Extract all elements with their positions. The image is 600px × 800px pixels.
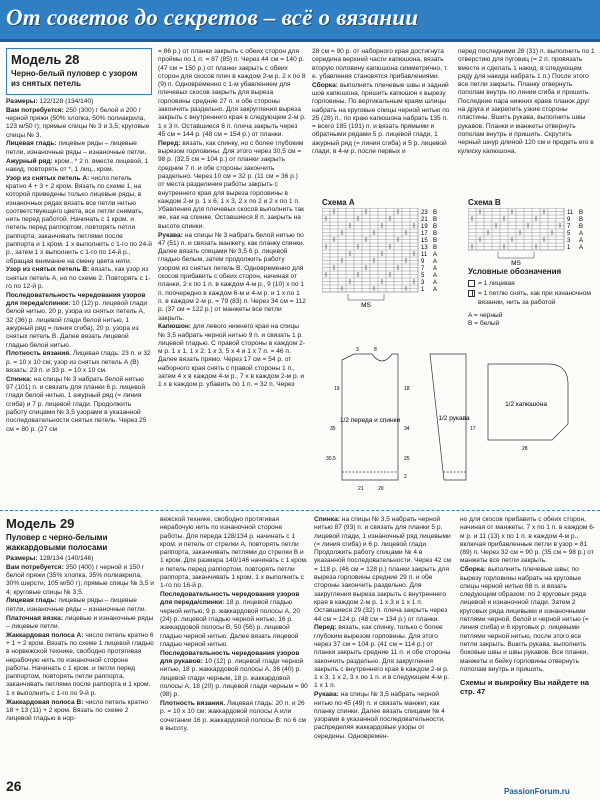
- model29-density: Плотность вязания. Лицевая гладь: 20 п. и 26 р. = 10 х 10 см; жаккардовой полосы А или сочетании 16 р. жаккардовой полосы В: по 6 см в высоту.: [160, 700, 307, 732]
- schemeA-row-number: 7: [421, 266, 425, 272]
- model29-face-stitch: Лицевая гладь: лицевые ряды – лицевые петли, изнаночные ряды – изнаночные петли.: [6, 597, 147, 613]
- model29-jacquard-a: Жаккардовая полоса А: число петель кратно 6 + 1 + 2 кром. Вязать по схеме 1 лицевой гладью в норвежской технике, свободно протягивая нерабочую нить по изнаночной стороне работы. Начинать с 1 кром. и петли перед раппортом, повторять петли раппорта, заканчивать петлями после раппорта и 1 кром. 1 х выполнить с 1-го по 9-й р.: [6, 631, 154, 697]
- schemeB-row-number: 9: [567, 217, 571, 223]
- schemeA-row-number: 9: [421, 259, 425, 265]
- schemeB-row-color: B: [579, 217, 584, 223]
- dim-30-5: 30,5: [326, 456, 336, 462]
- model29-jacquard-b-continued: вежской технике, свободно протягивая нерабочую нить по изнаночной стороне работы. Для переда 128/134 р. начинать с 1 кром. и петель от стрелки А, повторять петли раппорта, заканчивать петлями до стрелки В и 1 кром. Для размера 140/146 начинать с 1 кром. и петель перед раппортом, повторять петли раппорта, заканчивать 1 кром. 1 х выполнить с 1-го по 16-й р.: [160, 516, 308, 590]
- model28-sizes: Размеры: 122/128 (134/140): [6, 98, 94, 105]
- schemeA-row-color: B: [433, 238, 438, 244]
- schemeA-row-color: B: [433, 224, 438, 230]
- schemeA-row-color: B: [433, 245, 438, 251]
- scheme-a-ms-label: MS: [361, 302, 371, 308]
- model29-title: Модель 29: [6, 516, 75, 531]
- schemeA-row-number: 21: [421, 217, 428, 223]
- model28-assembly-continued: перед последними 28 (31) п. выполнить по 1 отверстию для пуговиц (= 2 п. провязать вместе и сделать 1 накид, в следующем ряду для накида набрать 1 п.) После этого все петли закрыть. Планку отвернуть пополам внутрь по линии сгиба и пришить. Последние пара нижних краев планок друг на друга и закрепить узкие стороны пластины. Вшить рукава, выполнить швы рукавов. Планки и манжеты отвернуть пополам внутрь и пришить. Скрутить черный шнур длиной 120 см и продеть его в кулиску капюшона.: [458, 48, 595, 155]
- model28-materials: Вам потребуется: 250 (300) г белой и 200 г черной пряжи (50% хлопка, 50% полиакрила, 123 м/50 г); прямые спицы № 3 и 3,5; круговые спицы № 3.: [6, 106, 150, 139]
- dim-18: 18: [404, 386, 410, 392]
- model28-face-stitch: Лицевая гладь: лицевые ряды – лицевые петли, изнаночные ряды – изнаночные петли.: [6, 140, 147, 156]
- schemeB-row-number: 11: [567, 210, 574, 216]
- legend-item-slip: = 1 петлю снять, как при изнаночном вязании, нить за работой: [468, 290, 596, 306]
- schemeA-row-color: B: [433, 231, 438, 237]
- scheme-a-ms-bracket: [348, 294, 384, 300]
- model28-lace-row: Ажурный ряд: кром., * 2 п. вместе лицевой, 1 накид, повторять от *, 1 лиц., кром.: [6, 157, 149, 173]
- schemeB-row-color: B: [579, 224, 584, 230]
- model29-garter: Платочная вязка: лицевые и изнаночные ряды – лицевые петли.: [6, 614, 154, 630]
- schemeA-row-color: A: [433, 287, 438, 293]
- legend-color-a: A = черный: [468, 311, 503, 319]
- model28-hood-continued: 28 см = 90 р. от наборного края достигнута середина верхней части капюшона, вязать вторую половину капюшона симметрично, т. е. убавления становятся прибавлениями.: [312, 48, 448, 80]
- scheme-b-chart: [468, 208, 593, 268]
- legend-item-knit: = 1 лицевая: [468, 280, 596, 288]
- model28-back-continued: = 86 р.) от планки закрыть с обеих сторон для проймы по 1 п. = 87 (85) п. Через 44 см = 140 р. (47 см = 150 р.) от планки закрыть с обеих сторон для скосов плеч в каждом 2-м р. 2 х по 8 (9) п. Одновременно с 1-м убавлением для плечевых скосов закрыть для выреза горловины средние 27 п. и обе стороны закончить раздельно. Для закругления выреза закрыть с внутреннего края в следующем 2-м р. 1 х 3 п. Оставшиеся 8 п. плеча закрыть через 45 см = 144 р. (48 см = 154 р.) от планки.: [158, 48, 306, 138]
- model29-sleeves-continued: но для скосов прибавить с обеих сторон, начиная от манжеты, 7 х по 1 п. в каждом 6-м р. и 11 (13) х по 1 п. в каждом 4-м р., включая прибавленные петли в узор = 81 (89) п. Через 32 см = 90 р. (35 см = 98 р.) от манжеты все петли закрыть.: [460, 516, 596, 565]
- model28-sleeves: Рукава: на спицы № 3 набрать белой нитью по 47 (51) п. и связать манжету, как планку спинки. Далее вязать спицами № 3,5 6 р. лицевой гладью белым, затем продолжить работу узором из снятых петель В. Одновременно для скосов прибавить с обеих сторон, начиная от планки, 2 х по 1 п. в каждом 4-м р., 9 (10) х по 1 п. поочередно в каждом 6-м и 4-м р. и 1 х по 1 п. в каждом 2-м р. = 79 (83) п. Через 34 см = 112 р. (37 см = 122 р.) от манжеты все петли закрыть.: [158, 231, 306, 322]
- schemeB-row-number: 1: [567, 245, 571, 251]
- schemeA-row-color: A: [433, 259, 438, 265]
- model29-sizes: Размеры: 128/134 (140/146): [6, 555, 94, 562]
- model29-subtitle: Пуловер с черно-белыми жаккардовыми полосами: [6, 533, 108, 552]
- schemeA-row-number: 17: [421, 231, 428, 237]
- section-divider: [0, 510, 600, 511]
- model29-column-3: [314, 516, 454, 776]
- dim-3: 3: [356, 347, 359, 353]
- sleeve-label: 1/2 рукава: [438, 415, 470, 422]
- model28-column-4: [458, 48, 596, 196]
- schemeB-row-color: A: [579, 238, 584, 244]
- schemeA-row-color: A: [433, 266, 438, 272]
- legend-color-b: B = белый: [468, 320, 500, 328]
- hood-label: 1/2 капюшона: [505, 401, 547, 408]
- schemeA-row-number: 11: [421, 252, 428, 258]
- schemeA-row-number: 19: [421, 224, 428, 230]
- legend-title: Условные обозначения: [468, 267, 562, 276]
- model28-subtitle: Черно-белый пуловер с узором из снятых петель: [11, 69, 138, 88]
- page-number: 26: [6, 778, 22, 794]
- schemeA-row-number: 23: [421, 210, 428, 216]
- model29-sequence-body: Последовательность чередования узоров для переда/спинки: 18 р. лицевой гладью черной нитью, 9 р. жаккардовой полосы А, 20 (24) р. лицевой гладью черной нитью, 16 р. жаккардовой полосы В, 50 (56) р. лицевой гладью черной нитью. Далее вязать лицевой гладью черной нитью.: [160, 591, 301, 648]
- schemeB-row-number: 3: [567, 238, 571, 244]
- scheme-b-ms-label: MS: [511, 260, 521, 267]
- dim-21: 21: [358, 486, 364, 492]
- dim-19: 19: [334, 386, 340, 392]
- model28-pattern-a: Узор из снятых петель А: число петель кратно 4 + 3 + 2 кром. Вязать по схеме 1, на которой приведены только лицевые ряды, в изнаночных рядах вязать все петли нитью соответствующего цвета, все петли снимать, нить перед работой. Начинать с 1 кром. и петель перед раппортом, повторять петли раппорта, заканчивать петлями после раппорта и 1 кром. 1 х выполнить с 1-го по 24-й р., затем 1 х выполнить с 1-го по 14-й р., обращая внимание на смену цвета нити.: [6, 174, 152, 265]
- model28-sequence: Последовательность чередования узоров для переда/спинки: 10 (12) р. лицевой глади белой нитью, 20 р. узора из снятых петель А, 32 (36) р. лицевой глади белой нитью, 1 ажурный ряд = линия сгиба), 20 р. узора из снятых петель В. Далее вязать лицевой гладью белой нитью.: [6, 291, 148, 349]
- dim-35: 35: [330, 426, 336, 432]
- model28-title: Модель 28: [11, 52, 80, 67]
- header-banner: [0, 0, 600, 42]
- empty-cell-icon: [468, 280, 475, 287]
- dim-25: 25: [404, 456, 410, 462]
- dim-20: 20: [378, 486, 384, 492]
- schemeA-row-color: A: [433, 252, 438, 258]
- model28-column-2: [158, 48, 306, 508]
- schemeA-row-number: 13: [421, 245, 428, 251]
- model28-assembly: Сборка: выполнить плечевые швы и задний шов капюшона, пришить капюшон к вырезу горловины. По вертикальным краям шлицы набрать на круговые спицы черной нитью по 25 (28) п., по краю капюшона набрать 135 п. = всего 185 (191) п. и вязать прямыми и обратными рядами 5 р. лицевой глади, 1 ажурный ряд (= линия сгиба) и 5 р. лицевой глади, в 4-м р. после первых и: [312, 81, 450, 156]
- model29-front: Перед: вязать, как спинку, только с более глубоким вырезом горловины. Для этого через 37 см = 104 р. (41 см = 114 р.) от планки закрыть средние 11 п. и обе стороны закончить раздельно. Для закругления закрыть с внутреннего края в каждом 2-м р. 1 х 3, 1 х 2, 3 х по 1 п. и в следующем 4-м р. 1 х 1 п.: [314, 624, 451, 690]
- model28-pattern-b: Узор из снятых петель В: вязать, как узор из снятых петель А, но по схеме 2. Повторять с 1-го по 12-й р.: [6, 266, 151, 291]
- schemeA-row-number: 5: [421, 273, 425, 279]
- scheme-a-label: Схема А: [322, 198, 355, 207]
- model28-back: Спинка: на спицы № 3 набрать белой нитью 97 (101) п. и связать для планки 6 р. лицевой глади белой нитью, 1 ажурный ряд (= линия сгиба) и 7 р. лицевой глади. Продолжить работу спицами № 3,5 узорами в указанной последовательности снятых петель. Через 25 см = 80 р. (27 см: [6, 375, 147, 433]
- pattern-schematic: [312, 340, 596, 505]
- model28-density: Плотность вязания. Лицевая гладь: 23 п. и 32 р. = 10 х 10 см; узор из снятых петель А (В) вязать: 23 п. и 33 р. = 10 х 10 см.: [6, 350, 151, 374]
- schemeB-row-color: A: [579, 231, 584, 237]
- scheme-b-ms-bracket: [498, 252, 534, 258]
- front-back-label: 1/2 переда и спинки: [339, 417, 401, 424]
- model28-hood: Капюшон: для левого нижнего края на спицы № 3,5 набрать черной нитью 9 п. и связать 1 р. лицевой гладью. С правой стороны в каждом 2-м р. 1 х 1, 1 х 2, 1 х 3, 5 х 4 и 1 х 7 п. = 46 п. Далее вязать прямо. Через 17 см = 54 р. от наборного края снять с правой стороны 1 п., затем 4 х в каждом 4-м р., 7 х в каждом 2-м р. и 1 х в каждом р. убавить по 1 п. = 32 п. Через: [158, 323, 305, 389]
- model28-column-1: [6, 48, 152, 508]
- dim-34: 34: [404, 426, 410, 432]
- dim-28: 28: [522, 446, 528, 452]
- page-header-title: От советов до секретов – всё о вязании: [6, 5, 419, 30]
- schemeA-row-number: 1: [421, 287, 425, 293]
- model28-front: Перед: вязать, как спинку, но с более глубоким вырезом горловины. Для этого через 30,5 см = 98 р. (32,5 см = 104 р.) от планки закрыть средние 7 п. и обе стороны закончить раздельно. Через 10 см = 32 р. (11 см = 36 р.) от места разделения работы закрыть с внутреннего края для выреза горловины в каждом 2-м р. 1 х 6, 1 х 3, 2 х по 2 и 2 х по 1 п. Убавления для плечевых скосов выполнить так же, как на спинке. Оставшиеся 8 п. закрыть на высоте спинки.: [158, 139, 304, 230]
- model29-column-4: [460, 516, 596, 778]
- schemeA-row-number: 15: [421, 238, 428, 244]
- dim-8: 8: [374, 347, 377, 353]
- model29-sleeves: Рукава: на спицы № 3,5 набрать черной нитью по 45 (49) п. и связать манжет, как планку спинки. Далее вязать спицами № 4 узорами в указанной последовательности, распределяя жаккардовые узоры от середины. Одновремен-: [314, 691, 445, 740]
- legend: [468, 268, 596, 328]
- dim-17: 17: [470, 426, 476, 432]
- schemeA-row-color: A: [433, 273, 438, 279]
- watermark: PassionForum.ru: [504, 787, 570, 796]
- scheme-b-label: Схема В: [468, 198, 501, 207]
- schemeA-row-color: A: [433, 280, 438, 286]
- model29-column-2: [160, 516, 308, 776]
- dim-2: 2: [404, 474, 407, 480]
- model28-column-3: [312, 48, 452, 196]
- model28-title-box: [6, 48, 152, 95]
- schemeA-row-color: B: [433, 217, 438, 223]
- slip-stitch-icon: [468, 290, 475, 297]
- scheme-a-chart: [322, 208, 447, 308]
- schemeA-row-number: 3: [421, 280, 425, 286]
- model29-sequence-sleeves: Последовательность чередования узоров для рукавов: 10 (12) р. лицевой глади черной нитью, 18 р. жаккардовой полосы А, 36 (40) р. лицевой глади черным, 18 р. жаккардовой полосы А, 18 (20) р. лицевой глади черным = 90 (98) р.: [160, 649, 308, 699]
- schemeB-row-number: 7: [567, 224, 571, 230]
- model29-materials: Вам потребуется: 350 (400) г черной и 150 г белой пряжи (35% хлопка, 35% полиакрила, 30% шерсти, 105 м/50 г); прямые спицы № 3,5 и 4; круговые спицы № 3,5.: [6, 563, 154, 596]
- model29-jacquard-b: Жаккардовая полоса В: число петель кратно 18 + 13 (11) + 2 кром. Вязать по схеме 2 лицевой гладью в нор-: [6, 698, 149, 723]
- schemeB-row-color: B: [579, 210, 584, 216]
- schemeB-row-number: 5: [567, 231, 571, 237]
- schemeA-row-color: B: [433, 210, 438, 216]
- schemeB-row-color: A: [579, 245, 584, 251]
- model29-back: Спинка: на спицы № 3,5 набрать черной нитью 87 (93) п. и связать для планки 5 р. лицевой глади, 1 изнаночный ряд лицевыми (= линия сгиба) и 6 р. лицевой глади. Продолжить работу спицами № 4 в указанной последовательности. Через 42 см = 118 р. (46 см = 128 р.) планки закрыть для выреза горловины средние 29 п. и обе стороны закончить раздельно. Для закругления выреза закрыть с внутреннего края в каждом 2-м р. 1 х 3 и 1 х 1 п. Оставшиеся 29 (32) п. плеча закрыть через 44 см = 124 р. (48 см = 134 р.) от планки.: [314, 516, 452, 623]
- model29-column-1: [6, 516, 154, 776]
- model29-assembly: Сборка: выполнить плечевые швы; по вырезу горловины набрать на круговые спицы черной нитью 88 п. и вязать следующим образом: по 2 круговых ряда лицевой и изнаночной глади. Затем 2 круговых ряда лицевыми и изнаночными петлями черной, белой и черной нитью (= линия сгиба) и 6 круговых р. лицевыми петлями черной нитью, после этого все петли закрыть. Вшить рукава, выполнить боковые швы и швы рукавов. Все планки, манжеты и бейку горловины отвернуть пополам внутрь и пришить.: [460, 566, 589, 673]
- model29-page-reference: Схемы и выкройку Вы найдете на стр. 47: [460, 678, 590, 697]
